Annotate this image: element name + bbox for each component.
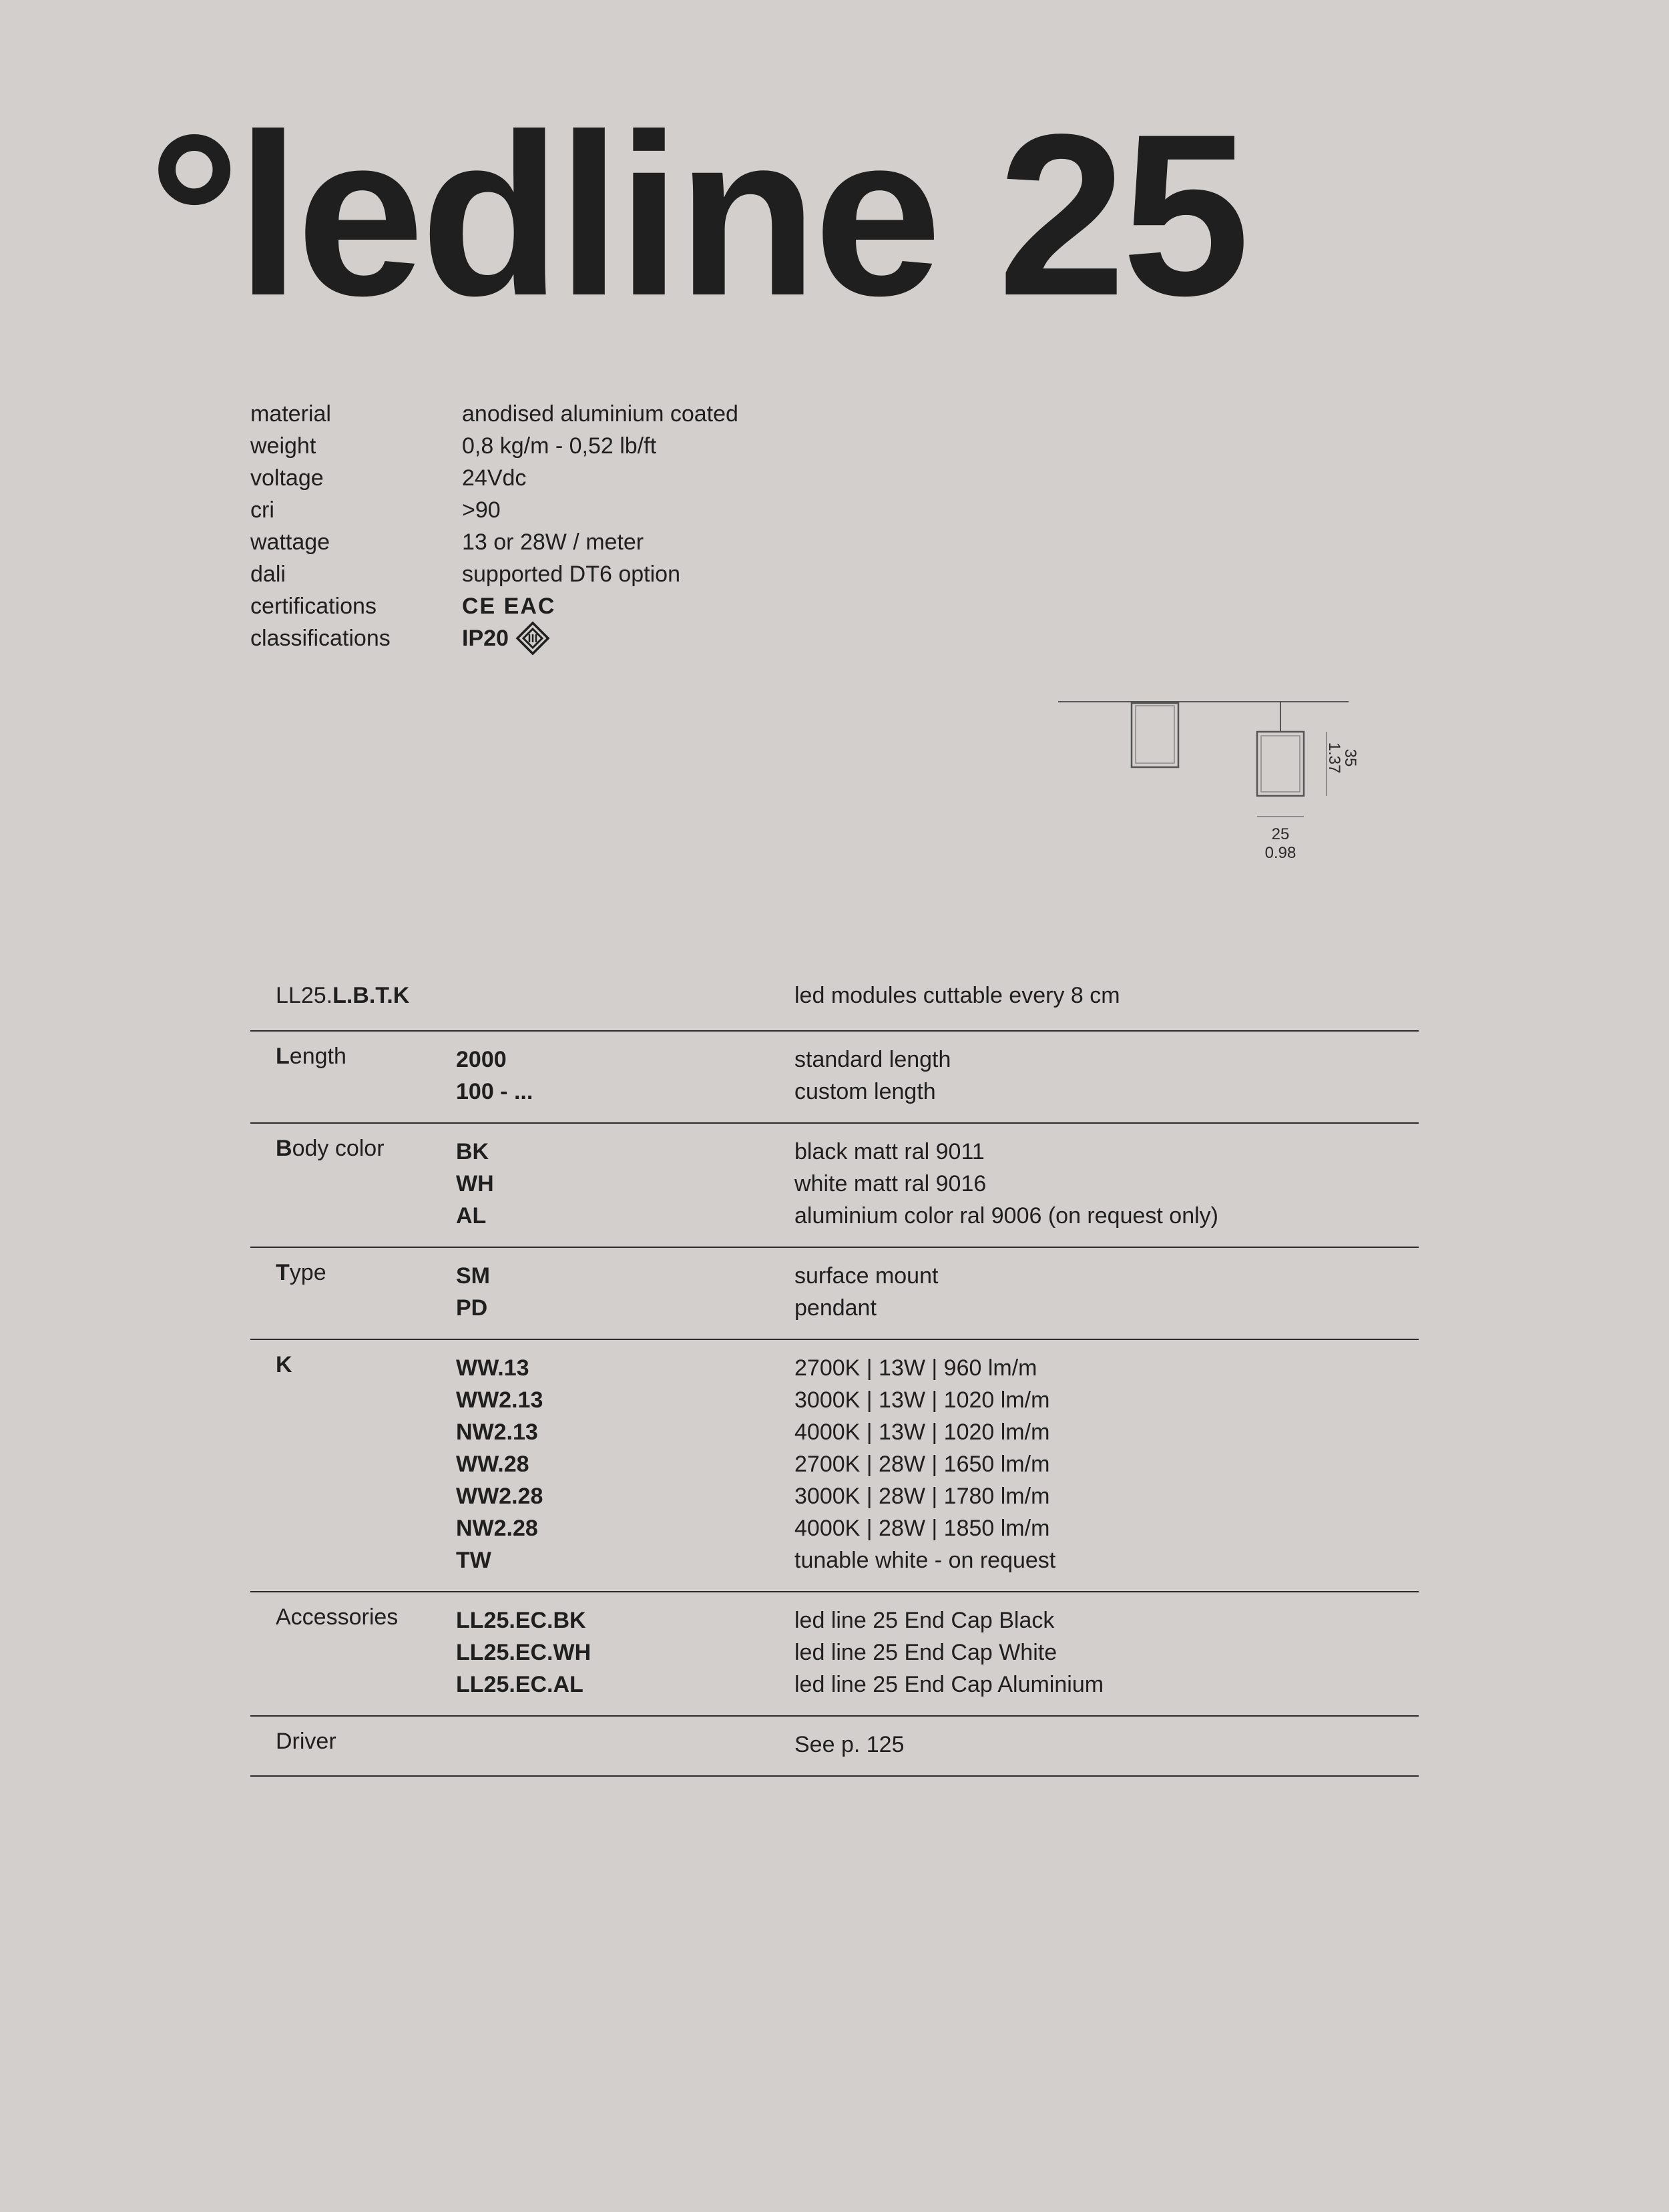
option-code: PD: [456, 1295, 488, 1321]
option-desc: 2700K | 13W | 960 lm/m: [794, 1355, 1037, 1381]
ordering-code-table: [250, 973, 1419, 1777]
option-desc: led line 25 End Cap White: [794, 1640, 1057, 1665]
table-row: [250, 1292, 1419, 1324]
section-label: [276, 1604, 398, 1630]
table-row: [250, 1384, 1419, 1416]
spec-value: 13 or 28W / meter: [462, 529, 644, 555]
spec-label: cri: [250, 497, 274, 523]
table-row: [250, 1168, 1419, 1200]
option-code: TW: [456, 1548, 491, 1573]
option-desc: 3000K | 28W | 1780 lm/m: [794, 1484, 1050, 1509]
section-label: [276, 1136, 385, 1162]
option-code: 100 - ...: [456, 1079, 533, 1104]
width-in-label: 0.98: [1264, 844, 1296, 862]
table-row: [250, 1136, 1419, 1168]
spec-row: [250, 590, 738, 622]
spec-value: anodised aluminium coated: [462, 401, 738, 427]
spec-label: dali: [250, 562, 286, 587]
spec-value: 0,8 kg/m - 0,52 lb/ft: [462, 433, 657, 459]
option-desc: 4000K | 13W | 1020 lm/m: [794, 1419, 1050, 1445]
spec-list: [250, 398, 738, 654]
spec-row: [250, 526, 738, 558]
option-desc: surface mount: [794, 1263, 939, 1289]
driver-reference: See p. 125: [794, 1732, 905, 1757]
code-prefix: LL25.: [276, 983, 333, 1008]
spec-label: weight: [250, 433, 316, 459]
label-initial: L: [276, 1044, 290, 1069]
option-code: WW.28: [456, 1452, 529, 1477]
code-suffix: L.B.T.K: [332, 983, 410, 1008]
height-in-label: 1.37: [1325, 742, 1343, 774]
spec-label: certifications: [250, 594, 377, 619]
section-length: [250, 1032, 1419, 1124]
section-color-temperature: [250, 1340, 1419, 1592]
option-code: LL25.EC.WH: [456, 1640, 591, 1665]
width-mm-label: 25: [1271, 825, 1290, 843]
table-row: [250, 1416, 1419, 1448]
section-label: [276, 1260, 326, 1286]
table-row: [250, 1512, 1419, 1544]
table-row: [250, 1636, 1419, 1669]
spec-row: [250, 398, 738, 430]
spec-row: [250, 622, 738, 654]
classification-value: [462, 622, 550, 654]
option-code: [456, 1729, 662, 1761]
option-code: AL: [456, 1203, 487, 1229]
label-rest: Accessories: [276, 1604, 399, 1630]
option-desc: 3000K | 13W | 1020 lm/m: [794, 1387, 1050, 1413]
table-row: [250, 1544, 1419, 1576]
section-label: [276, 1729, 336, 1755]
option-code: WW.13: [456, 1355, 529, 1381]
option-desc: 2700K | 28W | 1650 lm/m: [794, 1452, 1050, 1477]
spec-row: [250, 430, 738, 462]
option-desc: custom length: [794, 1079, 936, 1104]
option-desc: 4000K | 28W | 1850 lm/m: [794, 1516, 1050, 1541]
option-code: 2000: [456, 1047, 507, 1072]
product-title: °ledline 25: [148, 87, 1246, 344]
spec-label: wattage: [250, 529, 330, 555]
label-initial: T: [276, 1260, 290, 1285]
profile-dimension-drawing: [1058, 698, 1379, 871]
table-row: [250, 1448, 1419, 1480]
table-row: [250, 1260, 1419, 1292]
spec-value: >90: [462, 497, 501, 523]
table-row: [250, 1076, 1419, 1108]
table-row: [250, 1200, 1419, 1232]
option-desc: pendant: [794, 1295, 877, 1321]
option-code: NW2.13: [456, 1419, 538, 1445]
option-desc: tunable white - on request: [794, 1548, 1056, 1573]
spec-label: voltage: [250, 465, 324, 491]
option-desc: led line 25 End Cap Aluminium: [794, 1672, 1104, 1697]
label-initial: B: [276, 1136, 292, 1161]
option-desc: white matt ral 9016: [794, 1171, 987, 1196]
option-code: NW2.28: [456, 1516, 538, 1541]
table-header: [250, 973, 1419, 1032]
table-row: [250, 1352, 1419, 1384]
option-code: WW2.28: [456, 1484, 543, 1509]
section-label: [276, 1352, 292, 1378]
label-rest: Driver: [276, 1729, 336, 1754]
table-row: [250, 1044, 1419, 1076]
table-row: [250, 1729, 1419, 1761]
spec-row: [250, 558, 738, 590]
option-code: WH: [456, 1171, 494, 1196]
option-code: LL25.EC.AL: [456, 1672, 583, 1697]
product-code: [276, 983, 409, 1009]
section-body-color: [250, 1124, 1419, 1248]
spec-value: supported DT6 option: [462, 562, 680, 587]
option-desc: standard length: [794, 1047, 951, 1072]
table-row: [250, 1604, 1419, 1636]
option-code: WW2.13: [456, 1387, 543, 1413]
label-rest: ength: [289, 1044, 346, 1069]
section-accessories: [250, 1592, 1419, 1717]
height-mm-label: 35: [1341, 748, 1359, 767]
ip-rating: IP20: [462, 626, 509, 651]
certification-marks: CE EAC: [462, 594, 556, 619]
table-row: [250, 1669, 1419, 1701]
section-label: [276, 1044, 346, 1070]
option-code: BK: [456, 1139, 489, 1164]
section-type: [250, 1248, 1419, 1340]
section-driver: [250, 1717, 1419, 1777]
label-rest: ody color: [292, 1136, 385, 1161]
spec-row: [250, 494, 738, 526]
spec-row: [250, 462, 738, 494]
option-desc: led line 25 End Cap Black: [794, 1608, 1055, 1633]
spec-value: 24Vdc: [462, 465, 527, 491]
spec-label: classifications: [250, 626, 391, 651]
code-note: led modules cuttable every 8 cm: [794, 983, 1120, 1008]
label-initial: K: [276, 1352, 292, 1377]
option-code: LL25.EC.BK: [456, 1608, 586, 1633]
table-row: [250, 1480, 1419, 1512]
option-desc: black matt ral 9011: [794, 1139, 985, 1164]
option-desc: aluminium color ral 9006 (on request only): [794, 1203, 1218, 1229]
class-iii-icon: [515, 621, 550, 656]
spec-label: material: [250, 401, 331, 427]
label-rest: ype: [289, 1260, 326, 1285]
option-code: SM: [456, 1263, 490, 1289]
